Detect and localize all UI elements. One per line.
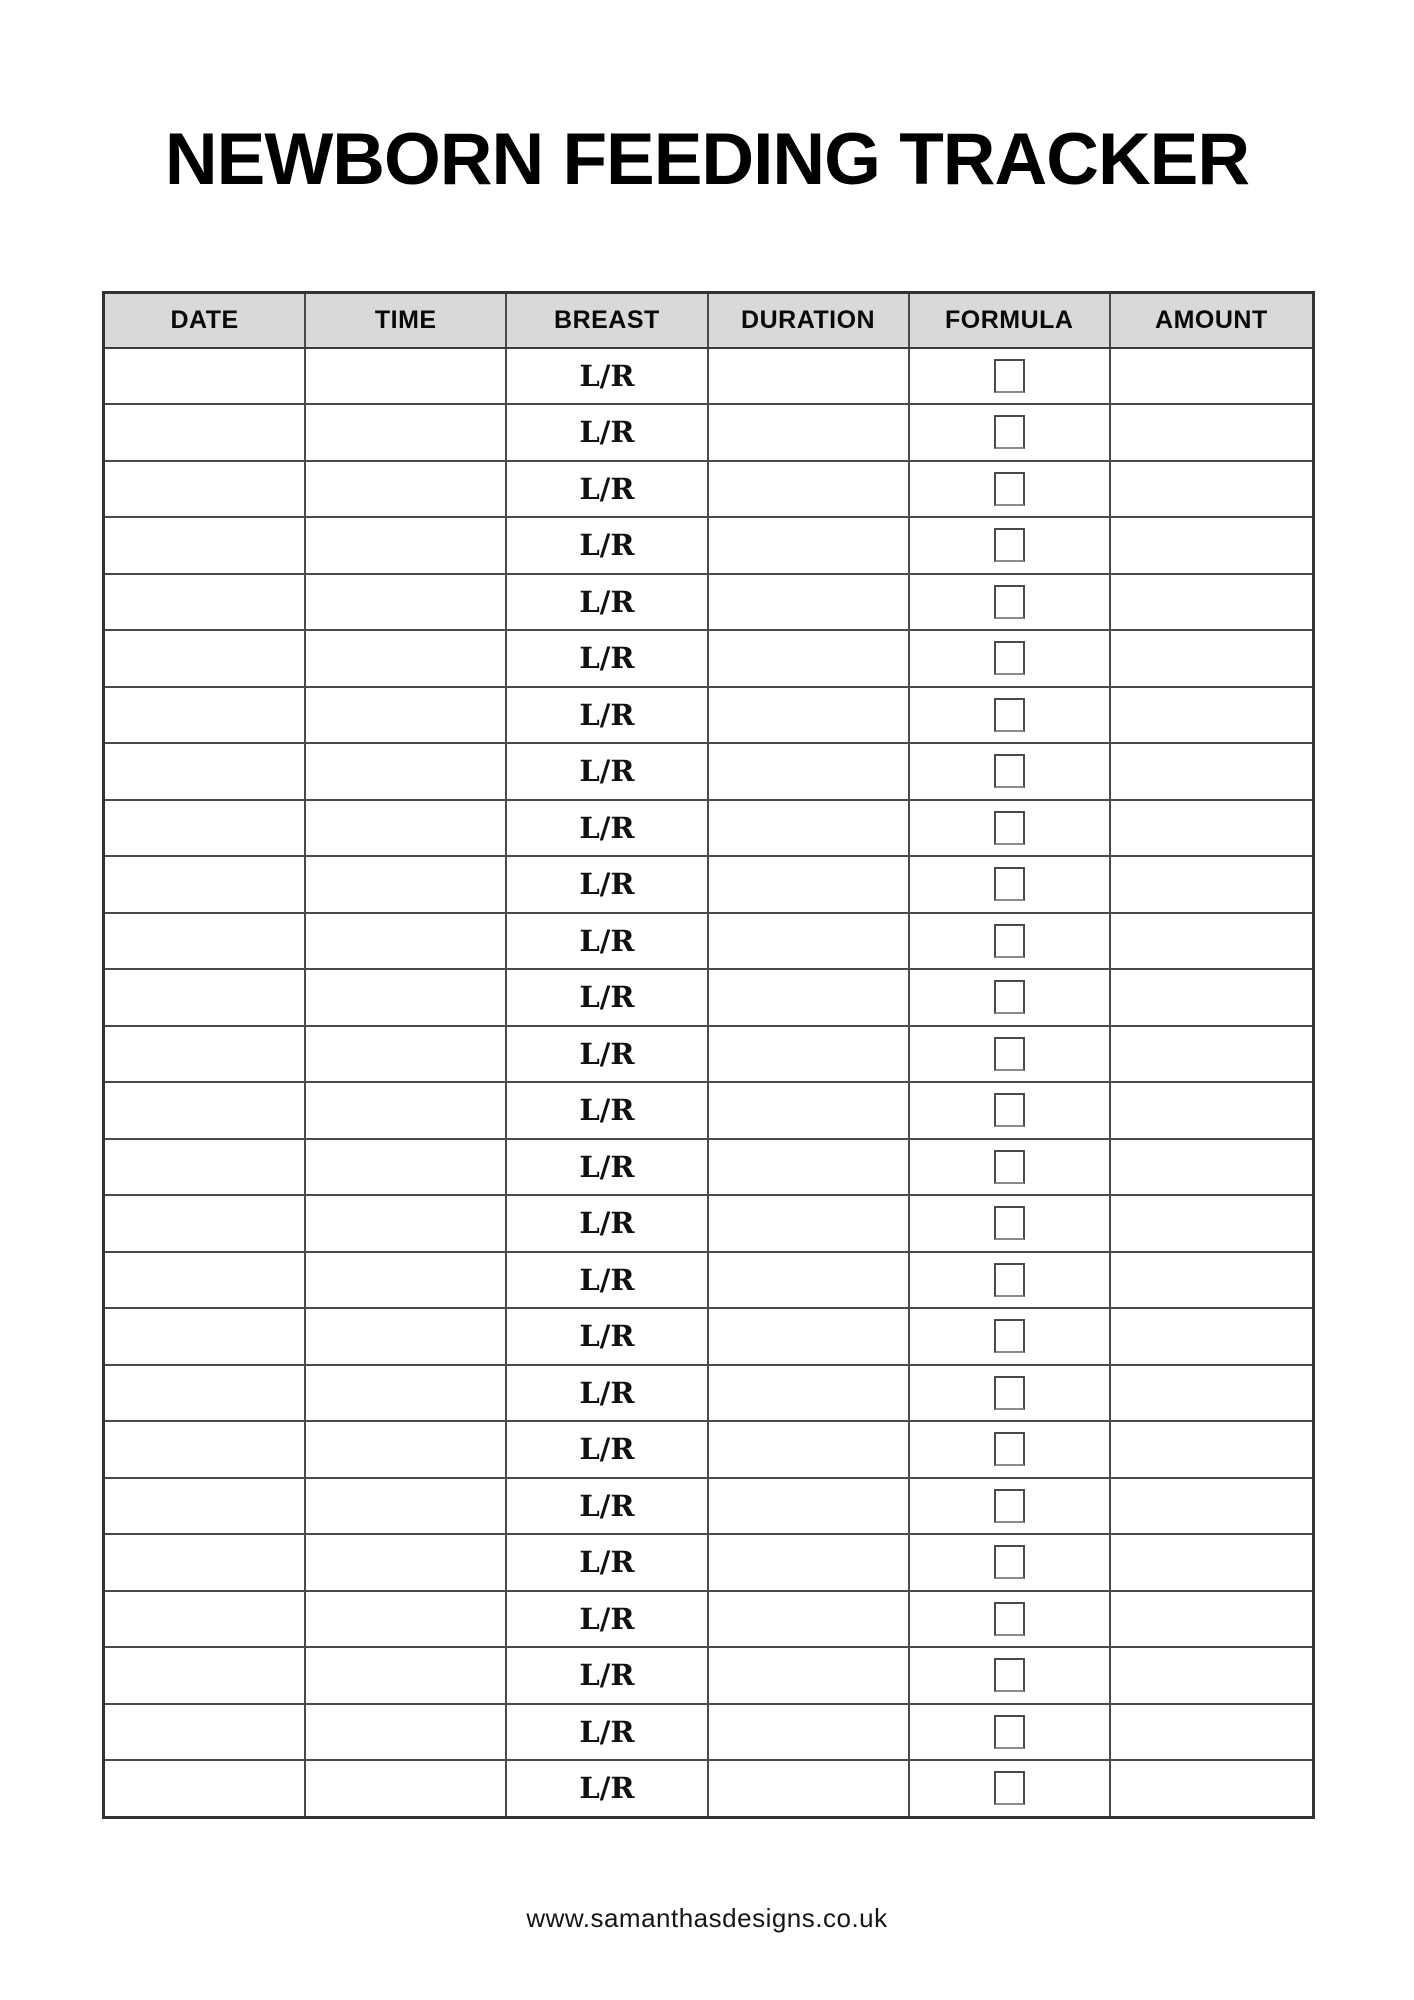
amount-cell[interactable] [1111, 1592, 1312, 1647]
formula-checkbox[interactable] [994, 811, 1025, 845]
date-cell[interactable] [105, 1083, 306, 1138]
amount-cell[interactable] [1111, 688, 1312, 743]
time-cell[interactable] [306, 1083, 507, 1138]
amount-cell[interactable] [1111, 1535, 1312, 1590]
breast-left-right-option: L/R [579, 641, 635, 676]
amount-cell[interactable] [1111, 1027, 1312, 1082]
duration-cell[interactable] [709, 914, 910, 969]
breast-left-right-option: L/R [579, 1432, 635, 1467]
table-row [105, 1366, 1312, 1423]
breast-cell[interactable] [507, 1592, 708, 1647]
breast-left-right-option: L/R [579, 358, 635, 393]
time-cell[interactable] [306, 1140, 507, 1195]
formula-cell[interactable] [910, 1366, 1111, 1421]
breast-left-right-option: L/R [579, 810, 635, 845]
table-row [105, 1422, 1312, 1479]
date-cell[interactable] [105, 1196, 306, 1251]
column-header-duration: DURATION [709, 294, 910, 347]
formula-cell[interactable] [910, 1592, 1111, 1647]
time-cell[interactable] [306, 688, 507, 743]
duration-cell[interactable] [709, 575, 910, 630]
date-cell[interactable] [105, 1422, 306, 1477]
date-cell[interactable] [105, 631, 306, 686]
table-row [105, 1705, 1312, 1762]
table-row [105, 1761, 1312, 1816]
amount-cell[interactable] [1111, 1648, 1312, 1703]
time-cell[interactable] [306, 1648, 507, 1703]
date-cell[interactable] [105, 857, 306, 912]
formula-checkbox[interactable] [994, 1489, 1025, 1523]
date-cell[interactable] [105, 801, 306, 856]
formula-cell[interactable] [910, 744, 1111, 799]
breast-cell[interactable] [507, 1309, 708, 1364]
time-cell[interactable] [306, 914, 507, 969]
duration-cell[interactable] [709, 857, 910, 912]
breast-cell[interactable] [507, 1083, 708, 1138]
time-cell[interactable] [306, 744, 507, 799]
duration-cell[interactable] [709, 1309, 910, 1364]
table-row [105, 1140, 1312, 1197]
duration-cell[interactable] [709, 1366, 910, 1421]
table-row [105, 405, 1312, 462]
column-header-breast: BREAST [507, 294, 708, 347]
duration-cell[interactable] [709, 1140, 910, 1195]
date-cell[interactable] [105, 914, 306, 969]
breast-left-right-option: L/R [579, 1375, 635, 1410]
duration-cell[interactable] [709, 1253, 910, 1308]
amount-cell[interactable] [1111, 1309, 1312, 1364]
table-row [105, 1535, 1312, 1592]
formula-cell[interactable] [910, 1083, 1111, 1138]
duration-cell[interactable] [709, 1027, 910, 1082]
formula-cell[interactable] [910, 1761, 1111, 1816]
breast-left-right-option: L/R [579, 754, 635, 789]
duration-cell[interactable] [709, 1648, 910, 1703]
time-cell[interactable] [306, 575, 507, 630]
formula-checkbox[interactable] [994, 1093, 1025, 1127]
formula-cell[interactable] [910, 462, 1111, 517]
breast-cell[interactable] [507, 1761, 708, 1816]
time-cell[interactable] [306, 1253, 507, 1308]
amount-cell[interactable] [1111, 1366, 1312, 1421]
formula-checkbox[interactable] [994, 1545, 1025, 1579]
formula-checkbox[interactable] [994, 980, 1025, 1014]
date-cell[interactable] [105, 462, 306, 517]
amount-cell[interactable] [1111, 1705, 1312, 1760]
formula-cell[interactable] [910, 914, 1111, 969]
table-row [105, 462, 1312, 519]
time-cell[interactable] [306, 631, 507, 686]
time-cell[interactable] [306, 1705, 507, 1760]
date-cell[interactable] [105, 1648, 306, 1703]
time-cell[interactable] [306, 1761, 507, 1816]
breast-cell[interactable] [507, 1535, 708, 1590]
time-cell[interactable] [306, 1535, 507, 1590]
date-cell[interactable] [105, 1761, 306, 1816]
column-header-time: TIME [306, 294, 507, 347]
date-cell[interactable] [105, 1592, 306, 1647]
date-cell[interactable] [105, 405, 306, 460]
duration-cell[interactable] [709, 349, 910, 404]
duration-cell[interactable] [709, 1479, 910, 1534]
date-cell[interactable] [105, 518, 306, 573]
formula-checkbox[interactable] [994, 1376, 1025, 1410]
column-header-formula: FORMULA [910, 294, 1111, 347]
breast-cell[interactable] [507, 1253, 708, 1308]
breast-left-right-option: L/R [579, 1319, 635, 1354]
breast-left-right-option: L/R [579, 1771, 635, 1806]
breast-cell[interactable] [507, 631, 708, 686]
column-header-amount: AMOUNT [1155, 305, 1268, 334]
table-row [105, 349, 1312, 406]
date-cell[interactable] [105, 1705, 306, 1760]
formula-checkbox[interactable] [994, 1037, 1025, 1071]
duration-cell[interactable] [709, 1196, 910, 1251]
formula-cell[interactable] [910, 631, 1111, 686]
amount-cell[interactable] [1111, 631, 1312, 686]
footer-url: www.samanthasdesigns.co.uk [526, 1903, 888, 1933]
formula-checkbox[interactable] [994, 1771, 1025, 1805]
date-cell[interactable] [105, 1309, 306, 1364]
breast-cell[interactable] [507, 405, 708, 460]
amount-cell[interactable] [1111, 970, 1312, 1025]
formula-checkbox[interactable] [994, 528, 1025, 562]
time-cell[interactable] [306, 1196, 507, 1251]
breast-left-right-option: L/R [579, 584, 635, 619]
breast-cell[interactable] [507, 1648, 708, 1703]
breast-left-right-option: L/R [579, 471, 635, 506]
amount-cell[interactable] [1111, 857, 1312, 912]
formula-checkbox[interactable] [994, 1715, 1025, 1749]
formula-checkbox[interactable] [994, 867, 1025, 901]
duration-cell[interactable] [709, 1705, 910, 1760]
formula-cell[interactable] [910, 405, 1111, 460]
duration-cell[interactable] [709, 631, 910, 686]
duration-cell[interactable] [709, 1761, 910, 1816]
breast-cell[interactable] [507, 1422, 708, 1477]
table-row [105, 1196, 1312, 1253]
date-cell[interactable] [105, 970, 306, 1025]
feeding-tracker-table [102, 291, 1315, 1819]
table-row [105, 914, 1312, 971]
duration-cell[interactable] [709, 1083, 910, 1138]
breast-left-right-option: L/R [579, 1601, 635, 1636]
breast-left-right-option: L/R [579, 1036, 635, 1071]
time-cell[interactable] [306, 349, 507, 404]
table-body [105, 349, 1312, 1816]
formula-cell[interactable] [910, 1309, 1111, 1364]
amount-cell[interactable] [1111, 349, 1312, 404]
formula-cell[interactable] [910, 575, 1111, 630]
table-row [105, 1083, 1312, 1140]
table-row [105, 857, 1312, 914]
breast-left-right-option: L/R [579, 1149, 635, 1184]
formula-checkbox[interactable] [994, 415, 1025, 449]
table-row [105, 1592, 1312, 1649]
breast-cell[interactable] [507, 462, 708, 517]
formula-cell[interactable] [910, 801, 1111, 856]
duration-cell[interactable] [709, 688, 910, 743]
formula-cell[interactable] [910, 1140, 1111, 1195]
table-row [105, 801, 1312, 858]
table-row [105, 1027, 1312, 1084]
breast-left-right-option: L/R [579, 697, 635, 732]
formula-cell[interactable] [910, 518, 1111, 573]
date-cell[interactable] [105, 1027, 306, 1082]
breast-left-right-option: L/R [579, 1262, 635, 1297]
formula-checkbox[interactable] [994, 585, 1025, 619]
formula-cell[interactable] [910, 1648, 1111, 1703]
breast-cell[interactable] [507, 744, 708, 799]
page-title: NEWBORN FEEDING TRACKER [164, 119, 1250, 200]
breast-cell[interactable] [507, 801, 708, 856]
time-cell[interactable] [306, 1592, 507, 1647]
time-cell[interactable] [306, 970, 507, 1025]
date-cell[interactable] [105, 1253, 306, 1308]
duration-cell[interactable] [709, 518, 910, 573]
table-row [105, 1479, 1312, 1536]
formula-cell[interactable] [910, 349, 1111, 404]
breast-cell[interactable] [507, 1366, 708, 1421]
column-header-date: DATE [105, 294, 306, 347]
amount-cell[interactable] [1111, 1140, 1312, 1195]
table-header-row [105, 294, 1312, 349]
formula-checkbox[interactable] [994, 1319, 1025, 1353]
date-cell[interactable] [105, 744, 306, 799]
amount-cell[interactable] [1111, 914, 1312, 969]
breast-cell[interactable] [507, 857, 708, 912]
formula-checkbox[interactable] [994, 1432, 1025, 1466]
breast-left-right-option: L/R [579, 1658, 635, 1693]
breast-cell[interactable] [507, 575, 708, 630]
amount-cell[interactable] [1111, 518, 1312, 573]
breast-cell[interactable] [507, 1705, 708, 1760]
breast-left-right-option: L/R [579, 1714, 635, 1749]
formula-cell[interactable] [910, 857, 1111, 912]
formula-cell[interactable] [910, 1422, 1111, 1477]
time-cell[interactable] [306, 857, 507, 912]
formula-cell[interactable] [910, 1535, 1111, 1590]
formula-checkbox[interactable] [994, 472, 1025, 506]
table-row [105, 1309, 1312, 1366]
time-cell[interactable] [306, 1309, 507, 1364]
date-cell[interactable] [105, 1479, 306, 1534]
date-cell[interactable] [105, 1366, 306, 1421]
table-row [105, 518, 1312, 575]
duration-cell[interactable] [709, 744, 910, 799]
table-row [105, 744, 1312, 801]
amount-cell[interactable] [1111, 1761, 1312, 1816]
time-cell[interactable] [306, 405, 507, 460]
breast-cell[interactable] [507, 1140, 708, 1195]
time-cell[interactable] [306, 1422, 507, 1477]
table-row [105, 575, 1312, 632]
formula-checkbox[interactable] [994, 1150, 1025, 1184]
breast-cell[interactable] [507, 1479, 708, 1534]
breast-left-right-option: L/R [579, 867, 635, 902]
breast-left-right-option: L/R [579, 980, 635, 1015]
formula-cell[interactable] [910, 970, 1111, 1025]
time-cell[interactable] [306, 518, 507, 573]
breast-cell[interactable] [507, 518, 708, 573]
duration-cell[interactable] [709, 801, 910, 856]
breast-left-right-option: L/R [579, 415, 635, 450]
breast-left-right-option: L/R [579, 1488, 635, 1523]
duration-cell[interactable] [709, 1592, 910, 1647]
duration-cell[interactable] [709, 1422, 910, 1477]
formula-checkbox[interactable] [994, 359, 1025, 393]
time-cell[interactable] [306, 801, 507, 856]
amount-cell[interactable] [1111, 1196, 1312, 1251]
time-cell[interactable] [306, 1366, 507, 1421]
time-cell[interactable] [306, 1027, 507, 1082]
amount-cell[interactable] [1111, 1422, 1312, 1477]
table-row [105, 688, 1312, 745]
date-cell[interactable] [105, 349, 306, 404]
formula-checkbox[interactable] [994, 1206, 1025, 1240]
table-row [105, 631, 1312, 688]
formula-checkbox[interactable] [994, 641, 1025, 675]
amount-cell[interactable] [1111, 801, 1312, 856]
breast-cell[interactable] [507, 1196, 708, 1251]
formula-checkbox[interactable] [994, 924, 1025, 958]
date-cell[interactable] [105, 1535, 306, 1590]
amount-cell[interactable] [1111, 1083, 1312, 1138]
formula-checkbox[interactable] [994, 1658, 1025, 1692]
formula-cell[interactable] [910, 1253, 1111, 1308]
breast-left-right-option: L/R [579, 1545, 635, 1580]
date-cell[interactable] [105, 688, 306, 743]
time-cell[interactable] [306, 1479, 507, 1534]
breast-left-right-option: L/R [579, 1206, 635, 1241]
formula-checkbox[interactable] [994, 1602, 1025, 1636]
date-cell[interactable] [105, 575, 306, 630]
time-cell[interactable] [306, 462, 507, 517]
amount-cell[interactable] [1111, 405, 1312, 460]
duration-cell[interactable] [709, 462, 910, 517]
formula-cell[interactable] [910, 688, 1111, 743]
breast-cell[interactable] [507, 914, 708, 969]
amount-cell[interactable] [1111, 575, 1312, 630]
table-row [105, 1648, 1312, 1705]
breast-cell[interactable] [507, 970, 708, 1025]
formula-checkbox[interactable] [994, 754, 1025, 788]
formula-cell[interactable] [910, 1479, 1111, 1534]
breast-cell[interactable] [507, 1027, 708, 1082]
table-row [105, 1253, 1312, 1310]
breast-left-right-option: L/R [579, 923, 635, 958]
breast-left-right-option: L/R [579, 1093, 635, 1128]
amount-cell[interactable] [1111, 462, 1312, 517]
amount-cell[interactable] [1111, 744, 1312, 799]
duration-cell[interactable] [709, 1535, 910, 1590]
duration-cell[interactable] [709, 405, 910, 460]
amount-cell[interactable] [1111, 1253, 1312, 1308]
formula-cell[interactable] [910, 1027, 1111, 1082]
breast-cell[interactable] [507, 688, 708, 743]
formula-cell[interactable] [910, 1705, 1111, 1760]
table-row [105, 970, 1312, 1027]
formula-cell[interactable] [910, 1196, 1111, 1251]
amount-cell[interactable] [1111, 1479, 1312, 1534]
formula-checkbox[interactable] [994, 698, 1025, 732]
breast-left-right-option: L/R [579, 528, 635, 563]
date-cell[interactable] [105, 1140, 306, 1195]
formula-checkbox[interactable] [994, 1263, 1025, 1297]
duration-cell[interactable] [709, 970, 910, 1025]
breast-cell[interactable] [507, 349, 708, 404]
